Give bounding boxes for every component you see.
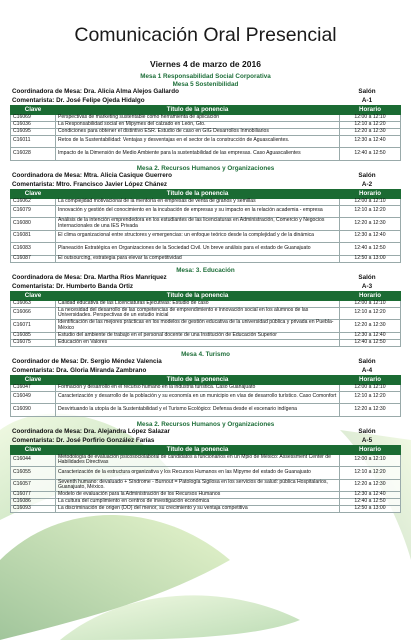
table-row	[11, 307, 401, 320]
table-header-row	[11, 445, 401, 454]
salon-room: A-2	[361, 180, 373, 188]
table-row	[11, 339, 401, 346]
coordinator-name: Coordinadora de Mesa: Dra. Martha Ríos Manríquez	[12, 274, 167, 281]
cell-clave: C16011	[11, 135, 56, 148]
coordinator-name: Coordinadora de Mesa: Dra. Alicia Alma Alejos Gallardo	[12, 88, 179, 95]
header-clave: Clave	[11, 105, 56, 114]
salon-room: A-1	[361, 96, 373, 104]
cell-horario: 12:30 a 12:40	[340, 492, 401, 499]
table-header-row	[11, 291, 401, 300]
cell-clave: C16057	[11, 479, 56, 492]
coordinator-row	[10, 88, 401, 97]
cell-horario: 12:20 a 12:30	[340, 128, 401, 135]
cell-horario: 12:50 a 13:00	[340, 255, 401, 262]
cell-clave: C16049	[11, 391, 56, 404]
session-block	[10, 73, 401, 161]
cell-horario: 12:40 a 12:50	[340, 339, 401, 346]
table-row	[11, 384, 401, 391]
table-row	[11, 506, 401, 513]
cell-titulo: Condiciones para obtener el distintivo ESR. Estudio de caso en GIG Desarrollos Inmobiliarios	[56, 128, 340, 135]
schedule-table	[10, 375, 401, 417]
table-row	[11, 114, 401, 121]
cell-clave: C16047	[11, 384, 56, 391]
commentator-name: Comentarista: Dra. Gloria Miranda Zambrano	[12, 366, 147, 374]
cell-titulo: La cultura del cumplimiento en centros de investigación económica	[56, 499, 340, 506]
cell-horario: 12:30 a 12:40	[340, 332, 401, 339]
coordinator-row	[10, 428, 401, 437]
cell-horario: 12:40 a 12:50	[340, 243, 401, 256]
cell-titulo: Retos de la Sustentabilidad: Ventajas y desventajas en el sector de la construcción de Aguascalientes.	[56, 135, 340, 148]
schedule-table	[10, 445, 401, 514]
cell-horario: 12:10 a 12:20	[340, 391, 401, 404]
cell-titulo: Seventh humano: devaluado + Síndrome - Burnout = Patología Sigilosa en los servicios de salud: pública Hospitalarios, Guanajuato, México.	[56, 479, 340, 492]
cell-titulo: Caracterización y desarrollo de la población y su economía en un municipio en vías de desarrollo turístico. Caso Comonfort	[56, 391, 340, 404]
table-row	[11, 320, 401, 333]
salon-label: Salón	[358, 274, 376, 281]
cell-titulo: Caracterización de la estructura organizativa y los Recursos Humanos en las Mipyme del estado de Guanajuato	[56, 467, 340, 480]
commentator-row	[10, 367, 401, 375]
salon-room: A-5	[361, 436, 373, 444]
mesa-heading: Mesa: 3. Educación	[176, 266, 235, 274]
table-header-row	[11, 375, 401, 384]
coordinator-name: Coordinadora de Mesa: Mtra. Alicia Casique Guerrero	[12, 172, 173, 179]
cell-horario: 12:00 a 12:10	[340, 114, 401, 121]
salon-label: Salón	[358, 428, 376, 435]
commentator-name: Comentarista: Dr. José Felipe Ojeda Hidalgo	[12, 96, 145, 104]
cell-titulo: Innovación y gestión del conocimiento en la incubación de empresas y su impacto en la relación academia - empresa	[56, 205, 340, 218]
cell-horario: 12:30 a 12:40	[340, 135, 401, 148]
header-horario: Horario	[340, 105, 401, 114]
table-row	[11, 243, 401, 256]
cell-titulo: Educación en Valores	[56, 339, 340, 346]
table-row	[11, 121, 401, 128]
cell-clave: C16087	[11, 255, 56, 262]
table-row	[11, 205, 401, 218]
table-header-row	[11, 105, 401, 114]
table-row	[11, 454, 401, 467]
cell-horario: 12:20 a 12:30	[340, 404, 401, 417]
commentator-name: Comentarista: Dr. Humberto Banda Ortiz	[12, 282, 134, 290]
header-horario: Horario	[340, 189, 401, 198]
salon-room: A-4	[361, 366, 373, 374]
commentator-name: Comentarista: Dr. José Porfirio González Farías	[12, 436, 155, 444]
cell-titulo: La complejidad motivacional de la mentoría en empresas de venta de granos y semillas	[56, 198, 340, 205]
session-block	[10, 421, 401, 514]
sessions-container	[10, 73, 401, 513]
mesa-heading: Mesa 1 Responsabilidad Social Corporativa	[140, 73, 271, 80]
cell-clave: C16063	[11, 300, 56, 307]
header-clave: Clave	[11, 189, 56, 198]
cell-clave: C16069	[11, 114, 56, 121]
salon-label: Salón	[358, 172, 376, 179]
cell-clave: C16093	[11, 506, 56, 513]
table-row	[11, 230, 401, 243]
cell-titulo: Desvirtuando la utopía de la Sustentabilidad y el Turismo Ecológico: Defensa desde el escenario indígena	[56, 404, 340, 417]
cell-titulo: Calidad educativa de las Licenciaturas Ejecutivas: Estudio de caso	[56, 300, 340, 307]
commentator-row	[10, 97, 401, 105]
coordinator-name: Coordinador de Mesa: Dr. Sergio Méndez Valencia	[12, 358, 162, 365]
cell-clave: C16036	[11, 121, 56, 128]
coordinator-row	[10, 358, 401, 367]
cell-titulo: Modelo de evaluación para la Administración de los Recursos Humanos	[56, 492, 340, 499]
salon-label: Salón	[358, 358, 376, 365]
cell-clave: C16095	[11, 128, 56, 135]
cell-clave: C16077	[11, 492, 56, 499]
commentator-row	[10, 181, 401, 189]
page-title: Comunicación Oral Presencial	[74, 24, 337, 46]
cell-clave: C16062	[11, 198, 56, 205]
cell-titulo: Formación y desarrollo en el recurso humano en la industria turística. Caso Guanajuato	[56, 384, 340, 391]
cell-titulo: Metodología de evaluación psicosociolaboral de candidatos a funcionarios en un Mpio de México: Assessment Center de Habilidades Directivas	[56, 454, 340, 467]
table-row	[11, 391, 401, 404]
cell-clave: C16083	[11, 243, 56, 256]
schedule-table	[10, 291, 401, 347]
cell-clave: C16080	[11, 218, 56, 231]
cell-titulo: Impacto de la Dimensión de Medio Ambiente para la sustentabilidad de las empresas. Caso Aguascalientes	[56, 148, 340, 161]
table-row	[11, 148, 401, 161]
mesa-heading: Mesa 4. Turismo	[181, 350, 230, 358]
mesa-heading: Mesa 2. Recursos Humanos y Organizaciones	[136, 420, 275, 428]
commentator-name: Comentarista: Mtro. Francisco Javier López Chánez	[12, 180, 168, 188]
cell-titulo: Planeación Estratégica en Organizaciones de la Sociedad Civil. Un breve análisis para el estado de Guanajuato	[56, 243, 340, 256]
session-block	[10, 165, 401, 263]
cell-horario: 12:10 a 12:20	[340, 121, 401, 128]
coordinator-name: Coordinadora de Mesa: Dra. Alejandra López Salazar	[12, 428, 170, 435]
cell-clave: C16075	[11, 339, 56, 346]
commentator-row	[10, 283, 401, 291]
cell-clave: C16071	[11, 320, 56, 333]
table-row	[11, 218, 401, 231]
coordinator-row	[10, 172, 401, 181]
header-titulo: Título de la ponencia	[56, 189, 340, 198]
cell-titulo: El outsourcing, estrategia para elevar la competitividad	[56, 255, 340, 262]
header-titulo: Título de la ponencia	[56, 445, 340, 454]
table-row	[11, 404, 401, 417]
cell-horario: 12:40 a 12:50	[340, 499, 401, 506]
table-row	[11, 479, 401, 492]
cell-titulo: El clima organizacional entre structores y emergencias: un enfoque teórico desde la complejidad y de la dinámica	[56, 230, 340, 243]
schedule-table	[10, 189, 401, 263]
header-titulo: Título de la ponencia	[56, 105, 340, 114]
cell-horario: 12:10 a 12:20	[340, 467, 401, 480]
cell-titulo: Análisis de la intención emprendedora en los estudiantes de las licenciaturas en Administración, Comercio y Negocios Internacionales de una IES Privada	[56, 218, 340, 231]
header-horario: Horario	[340, 375, 401, 384]
mesa-heading: Mesa 5 Sostenibilidad	[172, 80, 239, 88]
table-row	[11, 135, 401, 148]
header-horario: Horario	[340, 291, 401, 300]
cell-horario: 12:00 a 12:10	[340, 198, 401, 205]
mesa-heading: Mesa 2. Recursos Humanos y Organizaciones	[136, 164, 275, 172]
table-row	[11, 467, 401, 480]
cell-clave: C16066	[11, 307, 56, 320]
table-row	[11, 332, 401, 339]
cell-titulo: La necesidad del desarrollo de las competencias de emprendimiento e innovación social en los alumnos de las Universidades. Perspectivas de un estudio inicial	[56, 307, 340, 320]
table-row	[11, 300, 401, 307]
header-titulo: Título de la ponencia	[56, 291, 340, 300]
cell-clave: C16055	[11, 467, 56, 480]
cell-horario: 12:20 a 12:30	[340, 218, 401, 231]
cell-titulo: Estudio del ambiente de trabajo en el personal docente de una Institución de Educación Superior	[56, 332, 340, 339]
table-row	[11, 198, 401, 205]
cell-clave: C16086	[11, 499, 56, 506]
cell-titulo: La discriminación de origen (DO) del menor, su crecimiento y su ventaja competitiva	[56, 506, 340, 513]
session-block	[10, 351, 401, 417]
header-clave: Clave	[11, 445, 56, 454]
cell-horario: 12:00 a 12:10	[340, 384, 401, 391]
salon-label: Salón	[358, 88, 376, 95]
cell-horario: 12:00 a 12:10	[340, 454, 401, 467]
cell-clave: C16028	[11, 148, 56, 161]
header-titulo: Título de la ponencia	[56, 375, 340, 384]
event-date: Viernes 4 de marzo de 2016	[150, 59, 261, 69]
cell-horario: 12:50 a 13:00	[340, 506, 401, 513]
table-row	[11, 255, 401, 262]
cell-clave: C16081	[11, 230, 56, 243]
cell-clave: C16085	[11, 332, 56, 339]
schedule-table	[10, 105, 401, 161]
cell-horario: 12:00 a 12:10	[340, 300, 401, 307]
table-row	[11, 128, 401, 135]
cell-horario: 12:20 a 12:30	[340, 479, 401, 492]
cell-clave: C16090	[11, 404, 56, 417]
cell-horario: 12:20 a 12:30	[340, 320, 401, 333]
session-block	[10, 267, 401, 347]
cell-horario: 12:10 a 12:20	[340, 205, 401, 218]
header-clave: Clave	[11, 291, 56, 300]
cell-titulo: Identificación de las mejores prácticas en los modelos de gestión educativa de la universidad pública y privada en Puebla-México	[56, 320, 340, 333]
cell-clave: C16079	[11, 205, 56, 218]
commentator-row	[10, 437, 401, 445]
salon-room: A-3	[361, 282, 373, 290]
cell-clave: C16044	[11, 454, 56, 467]
cell-horario: 12:10 a 12:20	[340, 307, 401, 320]
cell-horario: 12:40 a 12:50	[340, 148, 401, 161]
cell-titulo: La Responsabilidad social en Mipymes del calzado en León, Gto.	[56, 121, 340, 128]
header-clave: Clave	[11, 375, 56, 384]
coordinator-row	[10, 274, 401, 283]
cell-horario: 12:30 a 12:40	[340, 230, 401, 243]
cell-titulo: Perspectivas de marketing sustentable como herramienta de aplicación	[56, 114, 340, 121]
header-horario: Horario	[340, 445, 401, 454]
table-header-row	[11, 189, 401, 198]
